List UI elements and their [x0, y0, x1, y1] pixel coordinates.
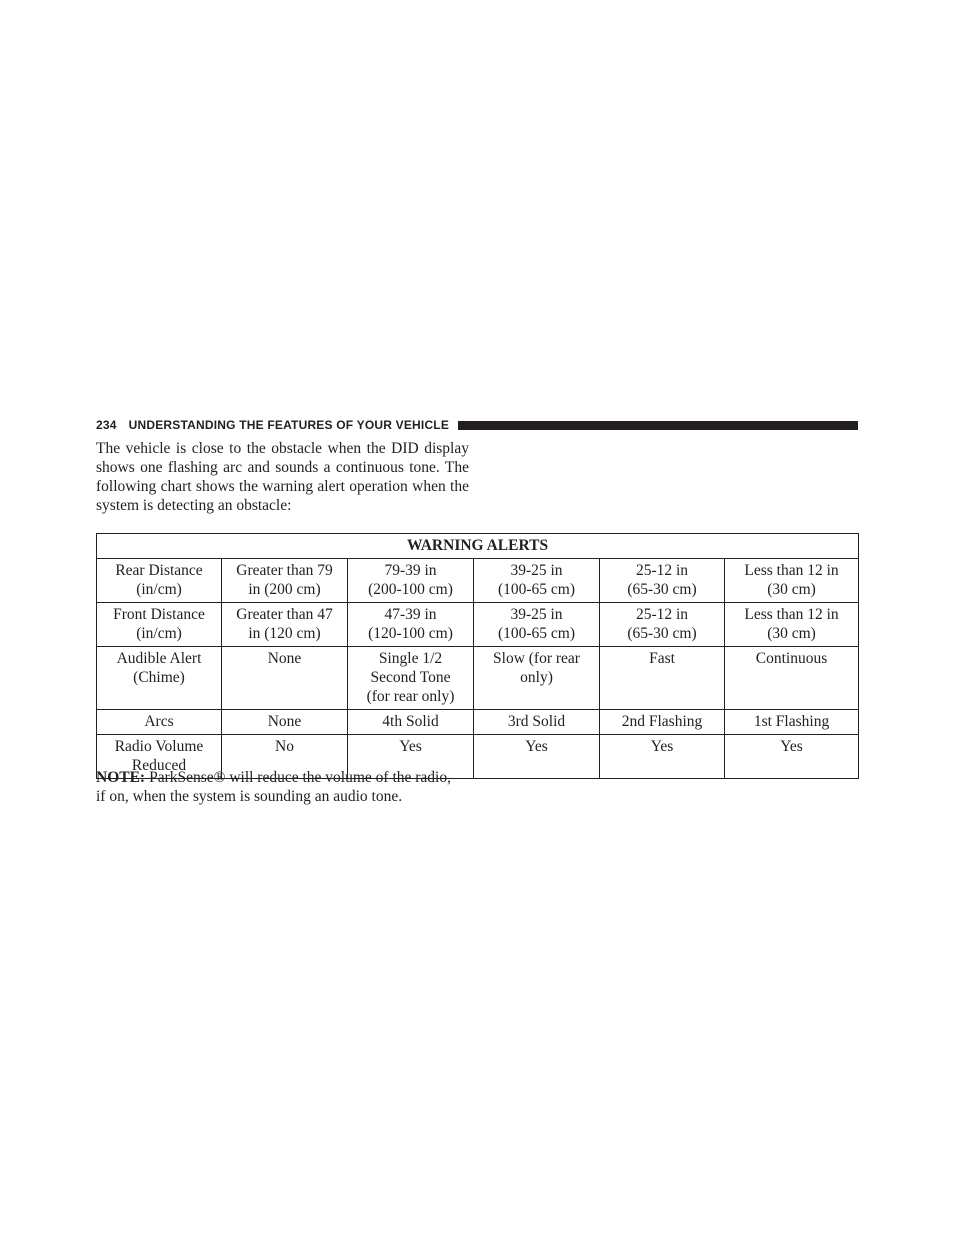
section-title: UNDERSTANDING THE FEATURES OF YOUR VEHICLE [128, 418, 450, 432]
cell-line: Yes [650, 738, 674, 755]
cell-line: Greater than 79 [236, 562, 333, 579]
cell-line: 1st Flashing [753, 713, 830, 730]
table-cell [222, 603, 348, 647]
cell-line: 3rd Solid [507, 713, 566, 730]
table-cell [348, 603, 474, 647]
cell-line: (Chime) [133, 669, 185, 686]
cell-line: 79-39 in [384, 562, 437, 579]
cell-line: Arcs [144, 713, 174, 730]
page-number: 234 [96, 418, 117, 432]
table-cell [474, 603, 600, 647]
cell-line: Single 1/2 [378, 650, 443, 667]
cell-line: Yes [525, 738, 548, 755]
cell-line: (200-100 cm) [368, 581, 453, 598]
table-cell [222, 710, 348, 735]
row-label-cell [97, 559, 222, 603]
cell-line: 25-12 in [635, 562, 689, 579]
intro-paragraph: The vehicle is close to the obstacle when the DID display shows one flashing arc and sounds a continuous tone. The following chart shows the warning alert operation when the system is detecting an obstacle: [96, 440, 469, 514]
table-cell [725, 710, 859, 735]
table-cell [474, 559, 600, 603]
cell-line: (100-65 cm) [497, 625, 576, 642]
note-label: NOTE: [96, 769, 146, 786]
table-row [97, 710, 859, 735]
cell-line: 39-25 in [510, 606, 563, 623]
cell-line: Yes [399, 738, 422, 755]
cell-line: 39-25 in [510, 562, 563, 579]
table-row [97, 559, 859, 603]
cell-line: in (120 cm) [248, 625, 321, 642]
row-label-cell [97, 647, 222, 710]
cell-line: Less than 12 in [744, 606, 839, 623]
page-header [96, 416, 858, 434]
table-cell [474, 735, 600, 779]
cell-line: Slow (for rear [493, 650, 580, 667]
cell-line: 47-39 in [384, 606, 437, 623]
table-cell [600, 735, 725, 779]
table-body [97, 559, 859, 779]
warning-alerts-table [96, 533, 859, 779]
header-rule [458, 421, 858, 430]
cell-line: (30 cm) [767, 581, 816, 598]
cell-line: 2nd Flashing [621, 713, 703, 730]
table-cell [600, 559, 725, 603]
cell-line: Audible Alert [116, 650, 202, 667]
table-title-row [97, 534, 859, 559]
cell-line: (65-30 cm) [627, 581, 697, 598]
table-cell [600, 647, 725, 710]
cell-line: Radio Volume [114, 738, 204, 755]
cell-line: 4th Solid [382, 713, 439, 730]
cell-line: None [267, 713, 302, 730]
note-line: if on, when the system is sounding an audio tone. [96, 788, 403, 805]
table-cell [474, 647, 600, 710]
cell-line: 25-12 in [635, 606, 689, 623]
table-row [97, 647, 859, 710]
cell-line: only) [520, 669, 553, 686]
cell-line: Second Tone [370, 669, 451, 686]
cell-line: (120-100 cm) [368, 625, 453, 642]
table-cell [725, 647, 859, 710]
table-cell [222, 559, 348, 603]
cell-line: No [275, 738, 294, 755]
cell-line: Yes [780, 738, 803, 755]
cell-line: Front Distance [113, 606, 205, 623]
table-cell [348, 710, 474, 735]
table-cell [474, 710, 600, 735]
cell-line: Less than 12 in [744, 562, 839, 579]
note-line: ParkSense® will reduce the volume of the radio, [149, 769, 451, 786]
cell-line: (65-30 cm) [627, 625, 697, 642]
table-cell [725, 603, 859, 647]
table-title: WARNING ALERTS [97, 534, 859, 559]
table-cell [725, 559, 859, 603]
table-cell [348, 559, 474, 603]
cell-line: Greater than 47 [236, 606, 333, 623]
note [96, 768, 476, 806]
cell-line: None [267, 650, 302, 667]
cell-line: (in/cm) [136, 581, 182, 598]
cell-line: Rear Distance [115, 562, 203, 579]
cell-line: in (200 cm) [248, 581, 321, 598]
table-cell [600, 603, 725, 647]
table-cell [348, 647, 474, 710]
cell-line: Fast [649, 650, 675, 667]
cell-line: (30 cm) [767, 625, 816, 642]
cell-line: Reduced [131, 757, 187, 774]
cell-line: (in/cm) [136, 625, 182, 642]
cell-line: (100-65 cm) [497, 581, 576, 598]
row-label-cell [97, 710, 222, 735]
row-label-cell [97, 603, 222, 647]
cell-line: (for rear only) [366, 688, 455, 705]
table-cell [600, 710, 725, 735]
table-row [97, 603, 859, 647]
table-cell [725, 735, 859, 779]
table-cell [222, 647, 348, 710]
cell-line: Continuous [755, 650, 828, 667]
